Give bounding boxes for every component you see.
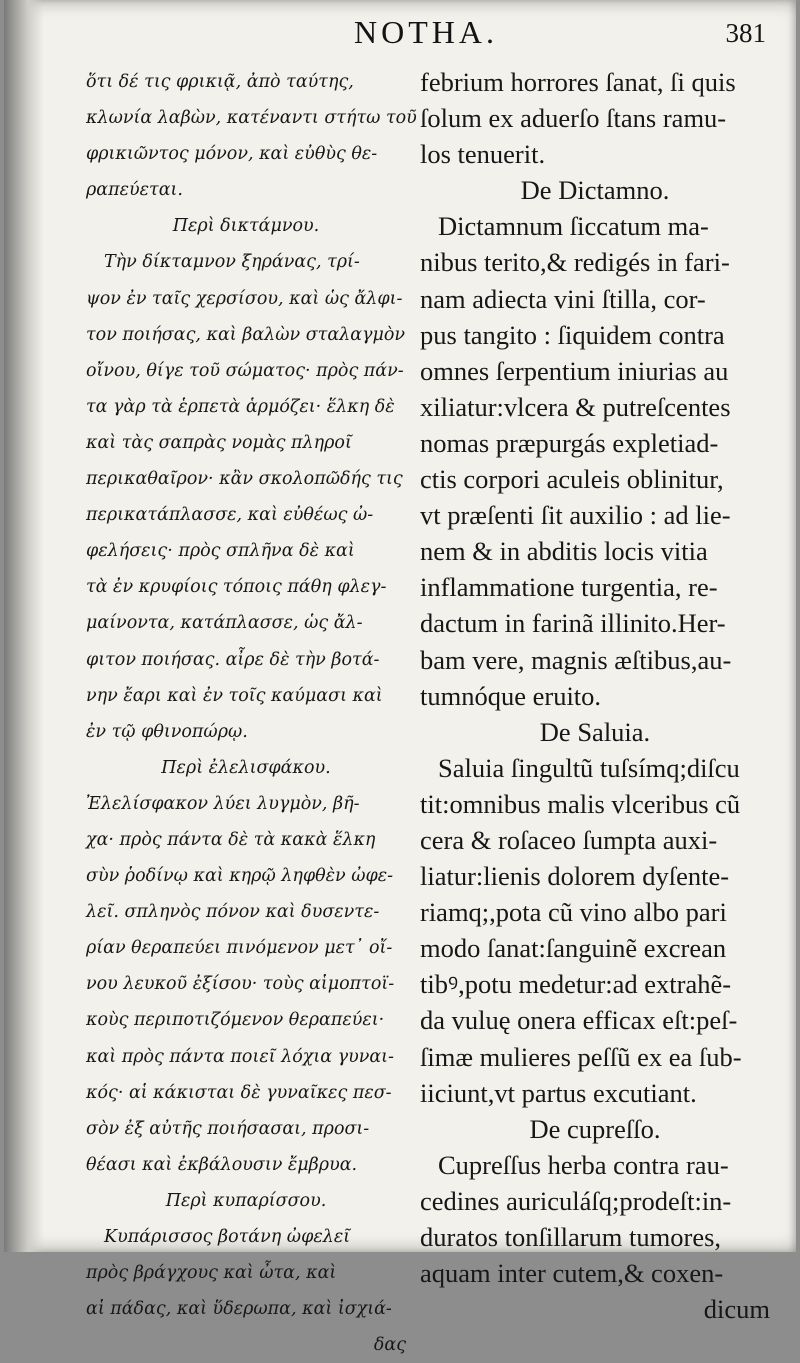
latin-line: Cupreſſus herba contra rau- bbox=[438, 1149, 729, 1180]
greek-line: λεῖ. σπληνὸς πόνον καὶ δυσεντε- bbox=[86, 902, 380, 923]
latin-line: tit:omnibus malis vlceribus cũ bbox=[420, 788, 741, 819]
latin-line: nem & in abditis locis vitia bbox=[420, 536, 708, 567]
greek-line: ἐν τῷ φθινοπώρῳ. bbox=[86, 721, 248, 742]
latin-line: aquam inter cutem,& coxen- bbox=[420, 1258, 724, 1289]
latin-line: ſimæ mulieres peſſũ ex ea ſub- bbox=[420, 1041, 742, 1072]
latin-line: febrium horrores ſanat, ſi quis bbox=[420, 67, 736, 97]
greek-line: σὺν ῥοδίνῳ καὶ κηρῷ ληφθὲν ὠφε- bbox=[86, 866, 394, 887]
latin-line: pus tangito : ſiquidem contra bbox=[420, 319, 725, 350]
latin-line: tibꝰ,potu medetur:ad extrahẽ- bbox=[420, 969, 732, 1000]
latin-line: modo ſanat:ſanguinẽ excrean bbox=[420, 933, 727, 964]
greek-line: Τὴν δίκταμνον ξηράνας, τρί- bbox=[104, 252, 360, 273]
latin-line: los tenuerit. bbox=[420, 139, 546, 170]
greek-line: ὅτι δέ τις φρικιᾷ, ἀπὸ ταύτης, bbox=[86, 72, 354, 92]
running-head: NOTHA. bbox=[354, 14, 498, 50]
latin-line: cera & roſaceo ſumpta auxi- bbox=[420, 824, 718, 855]
latin-line: nam adiecta vini ſtilla, cor- bbox=[420, 283, 706, 314]
latin-line: omnes ſerpentium iniurias au bbox=[420, 355, 729, 386]
greek-line: νην ἔαρι καὶ ἐν τοῖς καύμασι καὶ bbox=[86, 685, 383, 706]
latin-line: ſolum ex aduerſo ſtans ramu- bbox=[420, 103, 727, 134]
greek-line: φρικιῶντος μόνον, καὶ εὐθὺς θε- bbox=[86, 144, 378, 165]
latin-heading-cupresso: De cupreſſo. bbox=[529, 1113, 661, 1144]
latin-line: dicum bbox=[703, 1294, 770, 1325]
greek-line: αἱ πάδας, καὶ ὕδερωπα, καὶ ἰσχιά- bbox=[86, 1299, 392, 1320]
latin-heading-dictamno: De Dictamno. bbox=[520, 175, 670, 206]
latin-line: Dictamnum ſiccatum ma- bbox=[438, 211, 709, 242]
greek-line: Ἐλελίσφακον λύει λυγμὸν, βῆ- bbox=[86, 793, 360, 814]
greek-line: νου λευκοῦ ἐξίσου· τοὺς αἱμοπτοϊ- bbox=[86, 974, 395, 995]
page-gutter-shadow bbox=[4, 0, 44, 1252]
greek-line: κοὺς περιποτιζόμενον θεραπεύει· bbox=[86, 1010, 385, 1031]
latin-line: liatur:lienis dolorem dyſente- bbox=[420, 861, 730, 892]
latin-line: inflammatione turgentia, re- bbox=[420, 572, 718, 603]
greek-line: κός· αἱ κάκισται δὲ γυναῖκες πεσ- bbox=[86, 1082, 392, 1103]
greek-line: ρίαν θεραπεύει πινόμενον μετ᾽ οἴ- bbox=[86, 938, 393, 959]
latin-column bbox=[420, 64, 770, 1327]
greek-line: περικαθαῖρον· κἂν σκολοπῶδής τις bbox=[86, 469, 403, 490]
greek-line: χα· πρὸς πάντα δὲ τὰ κακὰ ἕλκη bbox=[86, 829, 376, 850]
greek-line: καὶ πρὸς πάντα ποιεῖ λόχια γυναι- bbox=[86, 1046, 394, 1067]
greek-line: τα γὰρ τὰ ἑρπετὰ ἁρμόζει· ἕλκη δὲ bbox=[86, 396, 395, 417]
greek-line: ραπεύεται. bbox=[86, 180, 183, 201]
greek-line: πρὸς βράγχους καὶ ὦτα, καὶ bbox=[86, 1263, 337, 1284]
greek-heading-elelisphakos: Περὶ ἐλελισφάκου. bbox=[161, 757, 331, 778]
greek-heading-diktamnos: Περὶ δικτάμνου. bbox=[172, 216, 320, 237]
latin-line: duratos tonſillarum tumores, bbox=[420, 1222, 722, 1252]
greek-line: τον ποιήσας, καὶ βαλὼν σταλαγμὸν bbox=[86, 324, 406, 345]
greek-line: μαίνοντα, κατάπλασσε, ὡς ἄλ- bbox=[86, 613, 363, 634]
greek-line: τὰ ἐν κρυφίοις τόποις πάθη φλεγ- bbox=[86, 577, 387, 598]
greek-line: φιτον ποιήσας. αἶρε δὲ τὴν βοτά- bbox=[86, 649, 380, 670]
page-number: 381 bbox=[725, 18, 766, 48]
latin-line: cedines auriculáſq;prodeſt:in- bbox=[420, 1185, 732, 1216]
latin-line: nibus terito,& redigés in fari- bbox=[420, 247, 730, 278]
greek-line: καὶ τὰς σαπρὰς νομὰς πληροῖ bbox=[86, 432, 352, 453]
book-page bbox=[4, 0, 796, 1356]
latin-line: dactum in farinã illinito.Her- bbox=[420, 608, 726, 639]
greek-line: Κυπάρισσος βοτάνη ὠφελεῖ bbox=[104, 1227, 351, 1247]
latin-line: xiliatur:vlcera & putreſcentes bbox=[420, 391, 731, 422]
greek-line: ψον ἐν ταῖς χερσίσου, καὶ ὡς ἄλφι- bbox=[86, 288, 403, 309]
greek-line: θέασι καὶ ἐκβάλουσιν ἔμβρυα. bbox=[86, 1154, 358, 1175]
greek-line: περικατάπλασσε, καὶ εὐθέως ὠ- bbox=[86, 505, 374, 526]
greek-column bbox=[86, 64, 417, 1363]
greek-line: σὸν ἐξ αὐτῆς ποιήσασαι, προσι- bbox=[86, 1118, 370, 1139]
greek-heading-kyparissos: Περὶ κυπαρίσσου. bbox=[165, 1190, 327, 1211]
latin-line: iiciunt,vt partus excutiant. bbox=[420, 1077, 697, 1108]
latin-heading-saluia: De Saluia. bbox=[539, 716, 651, 747]
greek-line: δας bbox=[373, 1335, 406, 1356]
greek-line: κλωνία λαβὼν, κατέναντι στήτω τοῦ bbox=[86, 108, 417, 129]
latin-line: ctis corpori aculeis oblinitur, bbox=[420, 464, 724, 495]
page-header bbox=[4, 14, 796, 54]
latin-line: vt præſenti ſit auxilio : ad lie- bbox=[420, 500, 731, 531]
greek-line: οἴνου, θίγε τοῦ σώματος· πρὸς πάν- bbox=[86, 360, 404, 381]
latin-line: tumnóque eruito. bbox=[420, 680, 602, 711]
latin-line: da vuluę onera efficax eſt:peſ- bbox=[420, 1005, 738, 1036]
latin-line: nomas præpurgás expletiad- bbox=[420, 427, 719, 458]
greek-line: φελήσεις· πρὸς σπλῆνα δὲ καὶ bbox=[86, 541, 355, 562]
latin-line: bam vere, magnis æſtibus,au- bbox=[420, 644, 732, 675]
latin-line: riamq;,pota cũ vino albo pari bbox=[420, 897, 727, 928]
latin-line: Saluia ſingultũ tuſsímq;diſcu bbox=[438, 752, 740, 783]
